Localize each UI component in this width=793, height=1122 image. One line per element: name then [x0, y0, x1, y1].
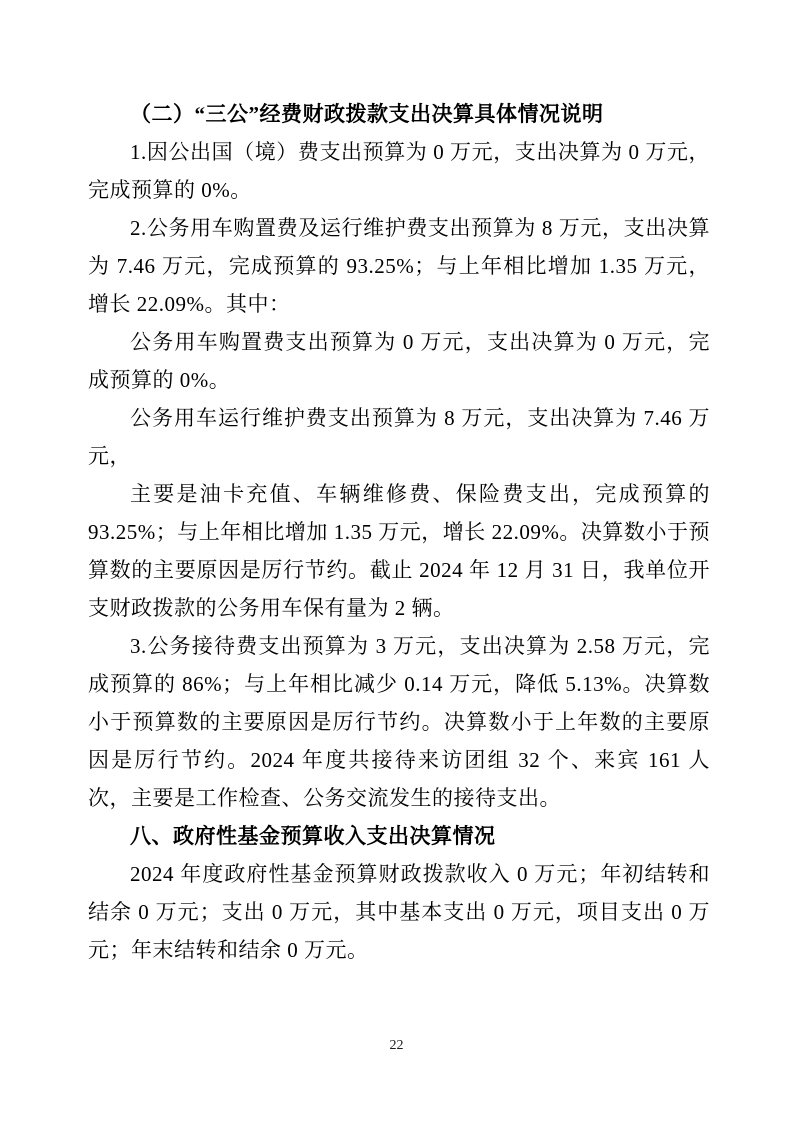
document-body: [88, 95, 710, 969]
paragraph-government-fund-detail: 2024 年度政府性基金预算财政拨款收入 0 万元；年初结转和结余 0 万元；支出 0 万元，其中基本支出 0 万元，项目支出 0 万元；年末结转和结余 0 万元。: [88, 862, 710, 962]
paragraph-official-reception: 3.公务接待费支出预算为 3 万元，支出决算为 2.58 万元，完成预算的 86%；与上年相比减少 0.14 万元，降低 5.13%。决算数小于预算数的主要原因是厉行节约。决算数小于上年数的主要原因是厉行节约。2024 年度共接待来访团组 32 个、来宾 161 人次，主要是工作检查、公务交流发生的接待支出。: [88, 634, 710, 810]
section-heading-government-fund-budget: 八、政府性基金预算收入支出决算情况: [130, 824, 496, 848]
paragraph-vehicle-expense-summary: 2.公务用车购置费及运行维护费支出预算为 8 万元，支出决算为 7.46 万元，完成预算的 93.25%；与上年相比增加 1.35 万元，增长 22.09%。其中：: [88, 216, 710, 316]
paragraph-vehicle-maintenance-detail: 主要是油卡充值、车辆维修费、保险费支出，完成预算的 93.25%；与上年相比增加 1.35 万元，增长 22.09%。决算数小于预算数的主要原因是厉行节约。截止 2024 年 12 月 31 日，我单位开支财政拨款的公务用车保有量为 2 辆。: [88, 482, 710, 620]
section-heading-three-public-expenses: （二）“三公”经费财政拨款支出决算具体情况说明: [130, 102, 604, 126]
page-number: 22: [389, 1038, 404, 1053]
paragraph-vehicle-purchase: 公务用车购置费支出预算为 0 万元，支出决算为 0 万元，完成预算的 0%。: [88, 330, 710, 392]
paragraph-vehicle-maintenance: 公务用车运行维护费支出预算为 8 万元，支出决算为 7.46 万元，: [88, 406, 710, 468]
paragraph-abroad-expense: 1.因公出国（境）费支出预算为 0 万元，支出决算为 0 万元，完成预算的 0%。: [88, 140, 710, 202]
